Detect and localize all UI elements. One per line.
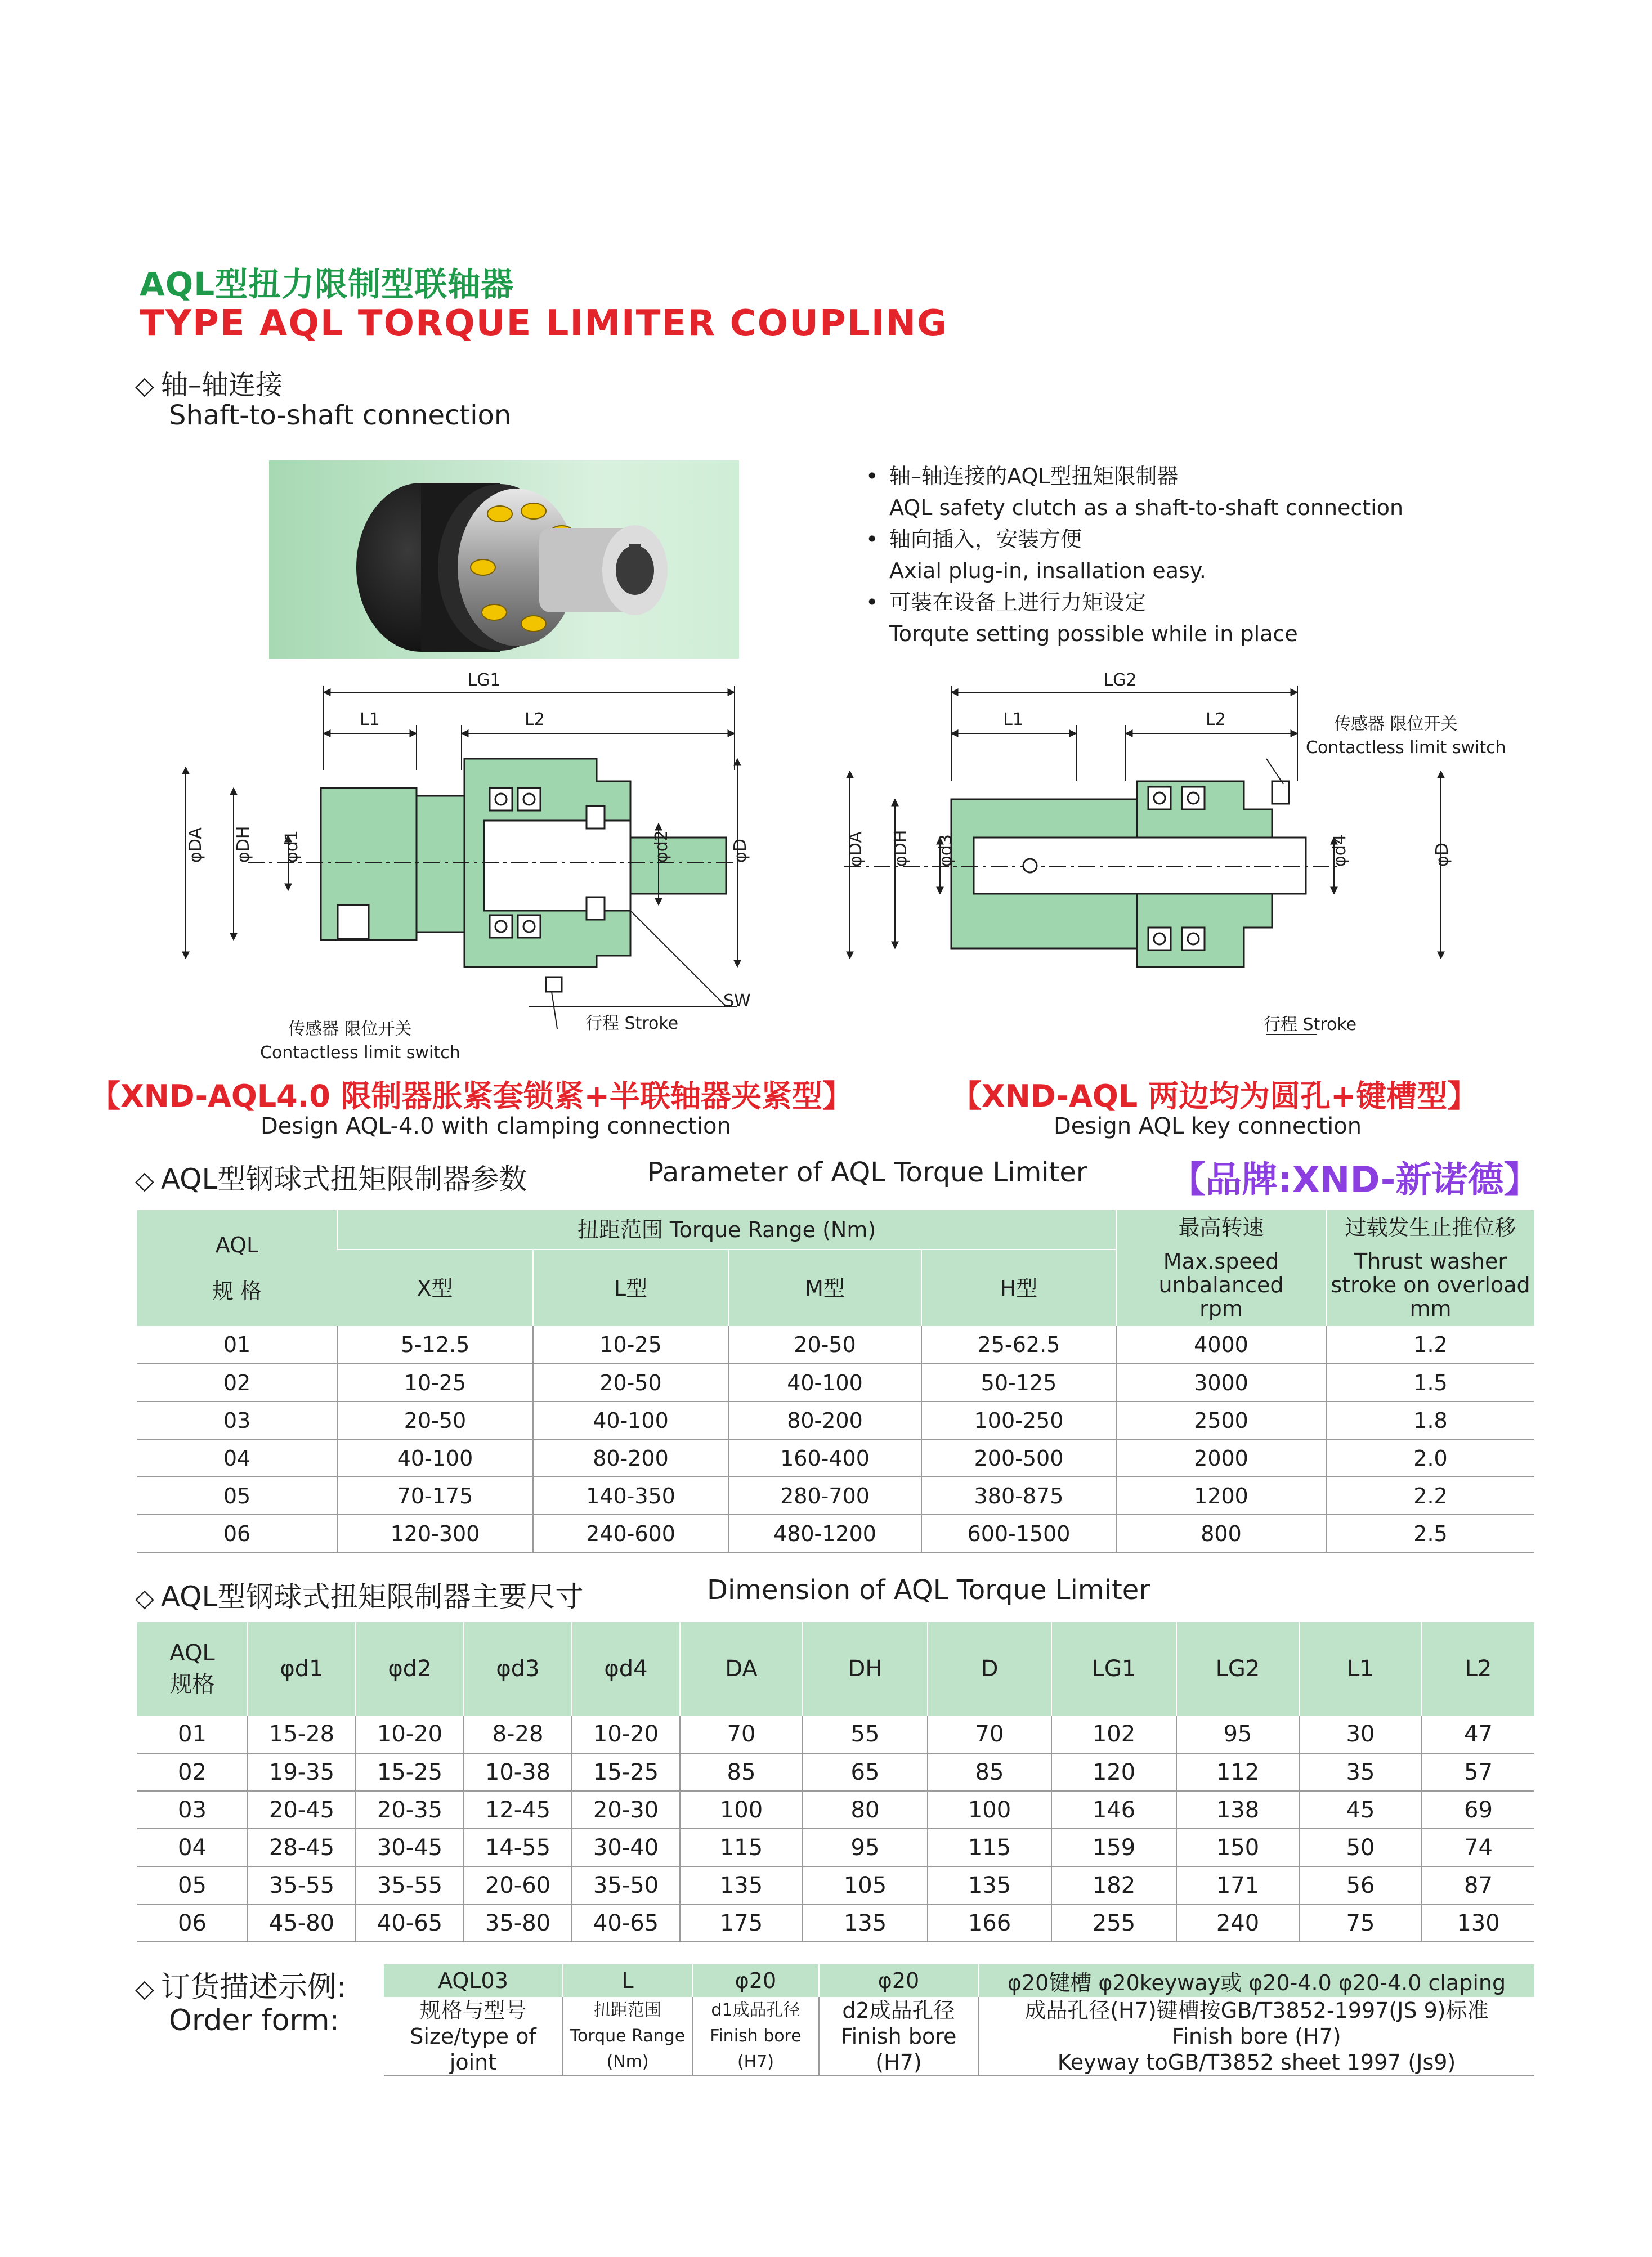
params-cell: 1200 bbox=[1116, 1477, 1326, 1515]
label-sensor-cn-right: 传感器 限位开关 bbox=[1334, 714, 1458, 734]
params-cell: 80-200 bbox=[728, 1401, 921, 1439]
label-d2: φd2 bbox=[652, 830, 671, 863]
params-cell: 4000 bbox=[1116, 1326, 1326, 1364]
params-cell: 5-12.5 bbox=[337, 1326, 533, 1364]
dims-cell: 255 bbox=[1051, 1904, 1176, 1942]
dims-cell: 115 bbox=[680, 1829, 803, 1866]
params-header-thrust bbox=[1326, 1210, 1534, 1326]
params-header-torque: 扭距范围 Torque Range (Nm) bbox=[337, 1210, 1116, 1250]
params-cell: 240-600 bbox=[533, 1515, 728, 1552]
dims-table bbox=[137, 1622, 1534, 1942]
product-photo bbox=[269, 460, 739, 659]
dims-section-cn bbox=[135, 1574, 583, 1615]
dims-cell: 87 bbox=[1422, 1866, 1534, 1904]
dims-cell: 40-65 bbox=[356, 1904, 464, 1942]
params-header-type-h: H型 bbox=[921, 1250, 1116, 1326]
feature-1-cn: • 轴–轴连接的AQL型扭矩限制器 bbox=[889, 460, 1621, 492]
dims-cell: 74 bbox=[1422, 1829, 1534, 1866]
order-description-cell bbox=[563, 1997, 692, 2076]
dims-cell: 102 bbox=[1051, 1716, 1176, 1753]
dims-cell: 10-20 bbox=[572, 1716, 680, 1753]
params-cell: 200-500 bbox=[921, 1439, 1116, 1477]
design-right-subtitle: Design AQL key connection bbox=[1054, 1113, 1362, 1139]
params-cell: 140-350 bbox=[533, 1477, 728, 1515]
params-cell: 1.5 bbox=[1326, 1364, 1534, 1401]
params-header-size-bottom: 规 格 bbox=[212, 1279, 262, 1304]
dims-cell: 130 bbox=[1422, 1904, 1534, 1942]
dims-cell: 55 bbox=[803, 1716, 928, 1753]
params-cell: 3000 bbox=[1116, 1364, 1326, 1401]
params-cell: 20-50 bbox=[337, 1401, 533, 1439]
params-cell: 160-400 bbox=[728, 1439, 921, 1477]
dims-section-en: Dimension of AQL Torque Limiter bbox=[707, 1574, 1150, 1606]
dims-cell: 04 bbox=[137, 1829, 248, 1866]
params-header-speed-cn: 最高转速 bbox=[1178, 1215, 1264, 1240]
dims-header-cell: D bbox=[928, 1622, 1051, 1716]
diamond-icon: ◇ bbox=[135, 1584, 154, 1613]
dims-cell: 01 bbox=[137, 1716, 248, 1753]
dims-cell: 70 bbox=[680, 1716, 803, 1753]
feature-2-en: Axial plug-in, insallation easy. bbox=[889, 558, 1206, 583]
dims-cell: 50 bbox=[1299, 1829, 1422, 1866]
order-description-line: Finish bore (H7) bbox=[1172, 2023, 1341, 2049]
dims-header-cell: φd2 bbox=[356, 1622, 464, 1716]
dims-header-cell: φd4 bbox=[572, 1622, 680, 1716]
params-header-size bbox=[137, 1210, 337, 1326]
dims-cell: 15-25 bbox=[572, 1753, 680, 1791]
params-cell: 05 bbox=[137, 1477, 337, 1515]
order-description-cell bbox=[819, 1997, 978, 2076]
label-sensor-cn-left: 传感器 限位开关 bbox=[288, 1019, 412, 1039]
dims-cell: 20-30 bbox=[572, 1791, 680, 1829]
dims-header-cell: L1 bbox=[1299, 1622, 1422, 1716]
dims-cell: 105 bbox=[803, 1866, 928, 1904]
label-dh-right: φDH bbox=[891, 830, 911, 867]
dims-header-cell: DA bbox=[680, 1622, 803, 1716]
dims-cell: 112 bbox=[1176, 1753, 1299, 1791]
dims-cell: 30-45 bbox=[356, 1829, 464, 1866]
dims-cell: 35-55 bbox=[356, 1866, 464, 1904]
diamond-icon: ◇ bbox=[135, 1974, 154, 2003]
params-cell: 20-50 bbox=[728, 1326, 921, 1364]
params-cell: 2.2 bbox=[1326, 1477, 1534, 1515]
table-row bbox=[137, 1829, 1534, 1866]
dims-cell: 150 bbox=[1176, 1829, 1299, 1866]
dims-cell: 40-65 bbox=[572, 1904, 680, 1942]
brand-label: 【品牌:XND-新诺德】 bbox=[1170, 1159, 1540, 1201]
dims-cell: 85 bbox=[928, 1753, 1051, 1791]
dims-cell: 12-45 bbox=[464, 1791, 572, 1829]
dims-cell: 28-45 bbox=[248, 1829, 356, 1866]
label-sw: SW bbox=[723, 991, 751, 1011]
params-header-speed-unit: rpm bbox=[1199, 1296, 1243, 1321]
dims-header-cell: φd1 bbox=[248, 1622, 356, 1716]
dims-cell: 65 bbox=[803, 1753, 928, 1791]
dims-cell: 135 bbox=[928, 1866, 1051, 1904]
order-description-line: d2成品孔径 bbox=[842, 1998, 955, 2023]
dims-cell: 57 bbox=[1422, 1753, 1534, 1791]
params-cell: 600-1500 bbox=[921, 1515, 1116, 1552]
order-description-line: Keyway toGB/T3852 sheet 1997 (Js9) bbox=[1057, 2049, 1456, 2075]
order-description-line: Size/type of joint bbox=[410, 2023, 536, 2075]
dims-cell: 35-50 bbox=[572, 1866, 680, 1904]
dims-cell: 45-80 bbox=[248, 1904, 356, 1942]
dims-cell: 115 bbox=[928, 1829, 1051, 1866]
order-description-cell bbox=[978, 1997, 1534, 2076]
dims-cell: 240 bbox=[1176, 1904, 1299, 1942]
diamond-icon: ◇ bbox=[135, 371, 154, 400]
order-value-cell: φ20 bbox=[692, 1964, 819, 1997]
label-d3: φd3 bbox=[936, 834, 956, 867]
dims-cell: 06 bbox=[137, 1904, 248, 1942]
params-cell: 25-62.5 bbox=[921, 1326, 1116, 1364]
label-stroke-left: 行程 Stroke bbox=[585, 1014, 679, 1033]
order-description-line: 成品孔径(H7)键槽按GB/T3852-1997(JS 9)标准 bbox=[1024, 1998, 1489, 2023]
dims-cell: 10-38 bbox=[464, 1753, 572, 1791]
params-cell: 50-125 bbox=[921, 1364, 1116, 1401]
params-cell: 1.2 bbox=[1326, 1326, 1534, 1364]
dims-cell: 95 bbox=[1176, 1716, 1299, 1753]
params-section-cn bbox=[135, 1157, 527, 1197]
dims-cell: 35-80 bbox=[464, 1904, 572, 1942]
params-cell: 2.5 bbox=[1326, 1515, 1534, 1552]
dims-cell: 02 bbox=[137, 1753, 248, 1791]
table-row bbox=[137, 1716, 1534, 1753]
dims-cell: 30-40 bbox=[572, 1829, 680, 1866]
dims-cell: 56 bbox=[1299, 1866, 1422, 1904]
order-table bbox=[384, 1964, 1534, 2076]
dims-header-cell: L2 bbox=[1422, 1622, 1534, 1716]
dims-cell: 75 bbox=[1299, 1904, 1422, 1942]
params-header-thrust-en2: stroke on overload bbox=[1331, 1273, 1530, 1297]
table-row bbox=[137, 1401, 1534, 1439]
dims-cell: 69 bbox=[1422, 1791, 1534, 1829]
order-table-bottom-row bbox=[384, 1997, 1534, 2076]
feature-2-cn: • 轴向插入，安装方便 bbox=[889, 523, 1621, 555]
order-table-top-row bbox=[384, 1964, 1534, 1997]
order-description-line: Finish bore (H7) bbox=[710, 2026, 802, 2072]
label-l2-left: L2 bbox=[525, 710, 545, 729]
dims-cell: 100 bbox=[680, 1791, 803, 1829]
params-cell: 280-700 bbox=[728, 1477, 921, 1515]
design-right-title: 【XND-AQL 两边均为圆孔+键槽型】 bbox=[951, 1078, 1478, 1114]
table-row bbox=[137, 1753, 1534, 1791]
params-cell: 480-1200 bbox=[728, 1515, 921, 1552]
dims-header-cell: φd3 bbox=[464, 1622, 572, 1716]
dims-cell: 80 bbox=[803, 1791, 928, 1829]
label-stroke-right: 行程 Stroke bbox=[1264, 1015, 1357, 1035]
params-header-thrust-cn: 过载发生止推位移 bbox=[1345, 1215, 1516, 1240]
order-value-cell: φ20 bbox=[819, 1964, 978, 1997]
params-cell: 120-300 bbox=[337, 1515, 533, 1552]
dims-header-cell: DH bbox=[803, 1622, 928, 1716]
params-cell: 1.8 bbox=[1326, 1401, 1534, 1439]
dims-cell: 35 bbox=[1299, 1753, 1422, 1791]
params-section-cn-text: AQL型钢球式扭矩限制器参数 bbox=[160, 1163, 527, 1195]
params-cell: 10-25 bbox=[337, 1364, 533, 1401]
dims-cell: 15-25 bbox=[356, 1753, 464, 1791]
dims-cell: 146 bbox=[1051, 1791, 1176, 1829]
table-row bbox=[137, 1439, 1534, 1477]
params-cell: 100-250 bbox=[921, 1401, 1116, 1439]
dims-cell: 175 bbox=[680, 1904, 803, 1942]
params-header-speed-en2: unbalanced bbox=[1158, 1273, 1284, 1297]
dims-header-size-bottom: 规格 bbox=[169, 1672, 215, 1698]
params-header-type-x: X型 bbox=[337, 1250, 533, 1326]
label-dh-left: φDH bbox=[234, 826, 253, 863]
label-d4: φd4 bbox=[1330, 834, 1350, 867]
params-cell: 80-200 bbox=[533, 1439, 728, 1477]
feature-1-en: AQL safety clutch as a shaft-to-shaft connection bbox=[889, 495, 1404, 520]
label-d-right: φD bbox=[1432, 843, 1452, 867]
order-description-cell bbox=[384, 1997, 563, 2076]
order-section-cn-text: 订货描述示例: bbox=[160, 1971, 347, 2004]
label-l1-left: L1 bbox=[360, 710, 380, 729]
feature-3-en: Torqute setting possible while in place bbox=[889, 621, 1298, 646]
dims-cell: 10-20 bbox=[356, 1716, 464, 1753]
order-description-line: 规格与型号 bbox=[419, 1998, 527, 2023]
params-header-speed-en1: Max.speed bbox=[1163, 1249, 1279, 1274]
dims-table-body bbox=[137, 1716, 1534, 1942]
title-en: TYPE AQL TORQUE LIMITER COUPLING bbox=[140, 303, 948, 344]
params-cell: 01 bbox=[137, 1326, 337, 1364]
technical-drawings bbox=[169, 669, 1531, 1074]
params-header-thrust-unit: mm bbox=[1409, 1296, 1452, 1321]
dims-cell: 45 bbox=[1299, 1791, 1422, 1829]
section-connection-cn-text: 轴–轴连接 bbox=[160, 369, 283, 401]
params-header-type-m: M型 bbox=[728, 1250, 921, 1326]
dims-header-cell: LG1 bbox=[1051, 1622, 1176, 1716]
label-da-right: φDA bbox=[846, 831, 866, 867]
label-d1: φd1 bbox=[282, 830, 302, 863]
params-cell: 70-175 bbox=[337, 1477, 533, 1515]
params-header-size-top: AQL bbox=[215, 1233, 259, 1257]
label-d-left: φD bbox=[731, 839, 750, 863]
dims-cell: 70 bbox=[928, 1716, 1051, 1753]
dims-cell: 35-55 bbox=[248, 1866, 356, 1904]
order-value-cell: AQL03 bbox=[384, 1964, 563, 1997]
dims-cell: 20-35 bbox=[356, 1791, 464, 1829]
dims-cell: 182 bbox=[1051, 1866, 1176, 1904]
label-l2-right: L2 bbox=[1206, 710, 1226, 729]
table-row bbox=[137, 1477, 1534, 1515]
table-row bbox=[137, 1866, 1534, 1904]
dims-cell: 47 bbox=[1422, 1716, 1534, 1753]
dims-cell: 159 bbox=[1051, 1829, 1176, 1866]
feature-list bbox=[889, 460, 1621, 650]
params-cell: 40-100 bbox=[728, 1364, 921, 1401]
design-left-subtitle: Design AQL-4.0 with clamping connection bbox=[261, 1113, 731, 1139]
dims-cell: 171 bbox=[1176, 1866, 1299, 1904]
params-cell: 2.0 bbox=[1326, 1439, 1534, 1477]
order-description-line: 扭距范围 bbox=[594, 2000, 661, 2020]
order-section-cn bbox=[135, 1963, 346, 2005]
order-description-line: d1成品孔径 bbox=[711, 2000, 800, 2020]
params-cell: 04 bbox=[137, 1439, 337, 1477]
params-cell: 380-875 bbox=[921, 1477, 1116, 1515]
order-description-line: Finish bore (H7) bbox=[840, 2023, 957, 2075]
params-cell: 02 bbox=[137, 1364, 337, 1401]
params-cell: 10-25 bbox=[533, 1326, 728, 1364]
label-l1-right: L1 bbox=[1003, 710, 1023, 729]
dims-header-cell: LG2 bbox=[1176, 1622, 1299, 1716]
dims-cell: 135 bbox=[803, 1904, 928, 1942]
diamond-icon: ◇ bbox=[135, 1166, 154, 1195]
dims-cell: 8-28 bbox=[464, 1716, 572, 1753]
dims-header-size-top: AQL bbox=[169, 1640, 215, 1666]
dims-table-header bbox=[137, 1622, 1534, 1716]
params-header-thrust-en1: Thrust washer bbox=[1354, 1249, 1507, 1274]
table-row bbox=[137, 1904, 1534, 1942]
dims-cell: 135 bbox=[680, 1866, 803, 1904]
label-lg2: LG2 bbox=[1103, 670, 1137, 690]
table-row bbox=[137, 1364, 1534, 1401]
params-table bbox=[137, 1210, 1534, 1553]
dims-cell: 19-35 bbox=[248, 1753, 356, 1791]
dims-section-cn-text: AQL型钢球式扭矩限制器主要尺寸 bbox=[160, 1580, 584, 1613]
order-value-cell: φ20键槽 φ20keyway或 φ20-4.0 φ20-4.0 claping bbox=[978, 1964, 1534, 1997]
dims-cell: 03 bbox=[137, 1791, 248, 1829]
section-connection-en: Shaft-to-shaft connection bbox=[169, 400, 512, 431]
feature-3-cn: • 可装在设备上进行力矩设定 bbox=[889, 586, 1621, 618]
dims-cell: 20-60 bbox=[464, 1866, 572, 1904]
dims-cell: 120 bbox=[1051, 1753, 1176, 1791]
order-description-line: Torque Range (Nm) bbox=[570, 2026, 686, 2072]
params-cell: 03 bbox=[137, 1401, 337, 1439]
params-section-en: Parameter of AQL Torque Limiter bbox=[647, 1157, 1087, 1188]
coupling-photo-icon bbox=[269, 460, 739, 659]
params-cell: 2000 bbox=[1116, 1439, 1326, 1477]
dims-cell: 100 bbox=[928, 1791, 1051, 1829]
dims-cell: 95 bbox=[803, 1829, 928, 1866]
design-left-title: 【XND-AQL4.0 限制器胀紧套锁紧+半联轴器夹紧型】 bbox=[90, 1078, 853, 1114]
dims-cell: 14-55 bbox=[464, 1829, 572, 1866]
title-cn: AQL型扭力限制型联轴器 bbox=[140, 265, 514, 303]
params-cell: 20-50 bbox=[533, 1364, 728, 1401]
dims-cell: 166 bbox=[928, 1904, 1051, 1942]
params-cell: 800 bbox=[1116, 1515, 1326, 1552]
dims-cell: 20-45 bbox=[248, 1791, 356, 1829]
order-section-en: Order form: bbox=[169, 2004, 340, 2037]
dims-header-size bbox=[137, 1622, 248, 1716]
dims-cell: 85 bbox=[680, 1753, 803, 1791]
params-table-body bbox=[137, 1326, 1534, 1552]
label-lg1: LG1 bbox=[467, 670, 501, 690]
section-connection-cn bbox=[135, 363, 283, 402]
params-header-speed bbox=[1116, 1210, 1326, 1326]
params-cell: 2500 bbox=[1116, 1401, 1326, 1439]
order-description-cell bbox=[692, 1997, 819, 2076]
label-sensor-en-right: Contactless limit switch bbox=[1306, 738, 1506, 758]
table-row bbox=[137, 1326, 1534, 1364]
order-value-cell: L bbox=[563, 1964, 692, 1997]
params-header-type-l: L型 bbox=[533, 1250, 728, 1326]
params-cell: 40-100 bbox=[533, 1401, 728, 1439]
params-cell: 06 bbox=[137, 1515, 337, 1552]
table-row bbox=[137, 1515, 1534, 1552]
params-cell: 40-100 bbox=[337, 1439, 533, 1477]
table-row bbox=[137, 1791, 1534, 1829]
dims-cell: 15-28 bbox=[248, 1716, 356, 1753]
dims-cell: 05 bbox=[137, 1866, 248, 1904]
label-sensor-en-left: Contactless limit switch bbox=[260, 1043, 460, 1063]
dims-cell: 138 bbox=[1176, 1791, 1299, 1829]
label-da-left: φDA bbox=[186, 827, 205, 863]
dims-cell: 30 bbox=[1299, 1716, 1422, 1753]
